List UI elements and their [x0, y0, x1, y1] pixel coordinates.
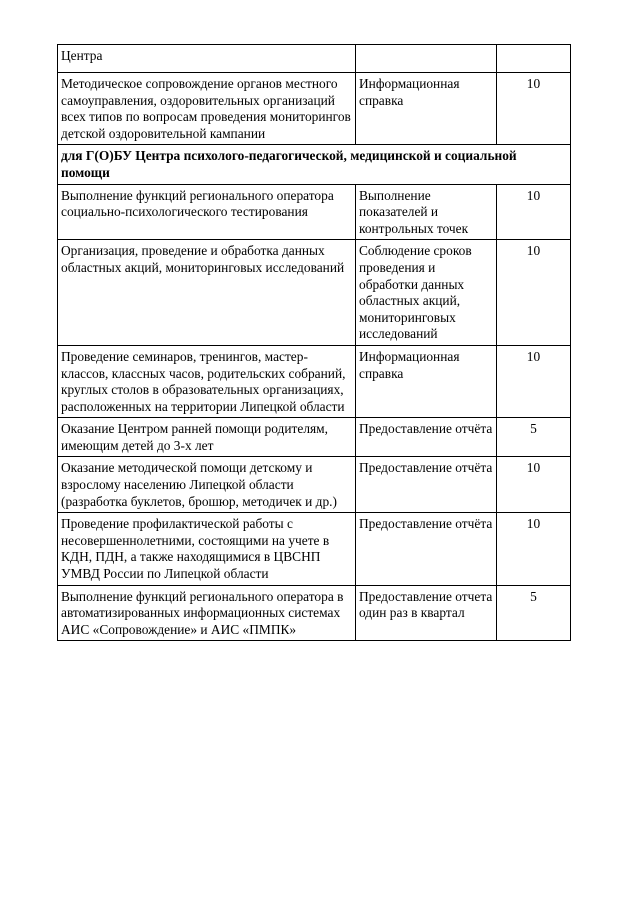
section-heading: для Г(О)БУ Центра психолого-педагогической, медицинской и социальной помощи — [58, 145, 571, 184]
activity-cell: Проведение профилактической работы с несовершеннолетними, состоящими на учете в КДН, ПДН, а также находящимися в ЦВСНП УМВД России по Липецкой области — [58, 513, 356, 585]
activity-cell: Оказание методической помощи детскому и взрослому населению Липецкой области (разработка буклетов, брошюр, методичек и др.) — [58, 457, 356, 513]
table-row — [58, 345, 571, 417]
table-row — [58, 184, 571, 240]
table-row — [58, 585, 571, 641]
criteria-table-body — [58, 45, 571, 641]
form-cell: Предоставление отчёта — [356, 418, 497, 457]
table-row — [58, 457, 571, 513]
points-cell — [497, 45, 571, 73]
points-cell: 5 — [497, 418, 571, 457]
activity-cell: Центра — [58, 45, 356, 73]
points-cell: 10 — [497, 184, 571, 240]
points-cell: 5 — [497, 585, 571, 641]
points-cell: 10 — [497, 240, 571, 346]
criteria-table — [57, 44, 571, 641]
activity-cell: Оказание Центром ранней помощи родителям, имеющим детей до 3-х лет — [58, 418, 356, 457]
points-cell: 10 — [497, 345, 571, 417]
activity-cell: Выполнение функций регионального оператора в автоматизированных информационных системах АИС «Сопровождение» и АИС «ПМПК» — [58, 585, 356, 641]
points-cell: 10 — [497, 73, 571, 145]
form-cell: Предоставление отчета один раз в квартал — [356, 585, 497, 641]
form-cell — [356, 45, 497, 73]
activity-cell: Проведение семинаров, тренингов, мастер-классов, классных часов, родительских собраний, круглых столов в образовательных организациях, расположенных на территории Липецкой области — [58, 345, 356, 417]
form-cell: Соблюдение сроков проведения и обработки данных областных акций, мониторинговых исследований — [356, 240, 497, 346]
table-row — [58, 418, 571, 457]
form-cell: Информационная справка — [356, 73, 497, 145]
form-cell: Выполнение показателей и контрольных точек — [356, 184, 497, 240]
table-row — [58, 240, 571, 346]
table-row — [58, 73, 571, 145]
table-row — [58, 513, 571, 585]
activity-cell: Выполнение функций регионального оператора социально-психологического тестирования — [58, 184, 356, 240]
activity-cell: Методическое сопровождение органов местного самоуправления, оздоровительных организаций всех типов по вопросам проведения мониторингов детской оздоровительной кампании — [58, 73, 356, 145]
table-row — [58, 45, 571, 73]
form-cell: Информационная справка — [356, 345, 497, 417]
section-row — [58, 145, 571, 184]
points-cell: 10 — [497, 457, 571, 513]
form-cell: Предоставление отчёта — [356, 457, 497, 513]
points-cell: 10 — [497, 513, 571, 585]
form-cell: Предоставление отчёта — [356, 513, 497, 585]
activity-cell: Организация, проведение и обработка данных областных акций, мониторинговых исследований — [58, 240, 356, 346]
